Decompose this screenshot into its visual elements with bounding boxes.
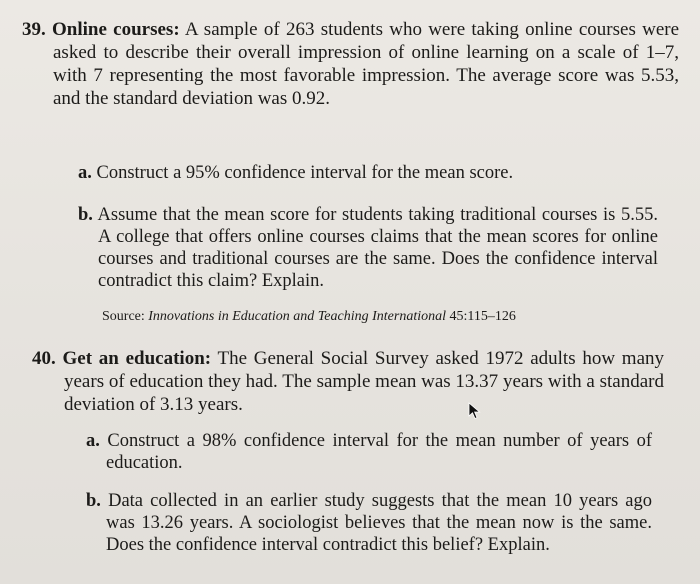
problem-39-number: 39. [22, 19, 46, 40]
part-a-text: Construct a 95% confidence interval for the mean score. [96, 163, 514, 183]
problem-40-text: The General Social Survey asked 1972 adults how many years of education they had. The sample mean was 13.37 years with a standard deviation of 3.13 years. [64, 348, 664, 415]
part-a-letter: a. [78, 163, 92, 183]
problem-39-part-a [78, 162, 658, 184]
part-b-letter: b. [86, 491, 101, 511]
problem-40-part-a [86, 430, 652, 474]
mouse-pointer-icon [468, 402, 482, 420]
problem-39 [22, 18, 679, 110]
problem-40-part-b [86, 490, 652, 556]
problem-39-title: Online courses: [52, 19, 180, 40]
problem-40-number: 40. [32, 348, 56, 369]
part-b-text: Assume that the mean score for students taking traditional courses is 5.55. A college that offers online courses claims that the mean scores for online courses and traditional courses are the same. Does the confidence interval contradict this claim? Explain. [97, 205, 658, 291]
problem-39-source [102, 308, 642, 326]
source-citation: 45:115–126 [449, 309, 516, 324]
problem-40 [32, 347, 664, 416]
source-label: Source: [102, 309, 145, 324]
problem-40-title: Get an education: [62, 348, 212, 369]
problem-39-part-b [78, 204, 658, 292]
problem-39-text: A sample of 263 students who were taking online courses were asked to describe their overall impression of online learning on a scale of 1–7, with 7 representing the most favorable impression. The average score was 5.53, and the standard deviation was 0.92. [53, 19, 680, 109]
source-journal: Innovations in Education and Teaching International [148, 309, 447, 324]
part-b-letter: b. [78, 205, 93, 225]
part-a-text: Construct a 98% confidence interval for the mean number of years of education. [106, 431, 652, 473]
part-a-letter: a. [86, 431, 100, 451]
part-b-text: Data collected in an earlier study suggests that the mean 10 years ago was 13.26 years. A sociologist believes that the mean now is the same. Does the confidence interval contradict this belief? Explain. [106, 491, 653, 555]
